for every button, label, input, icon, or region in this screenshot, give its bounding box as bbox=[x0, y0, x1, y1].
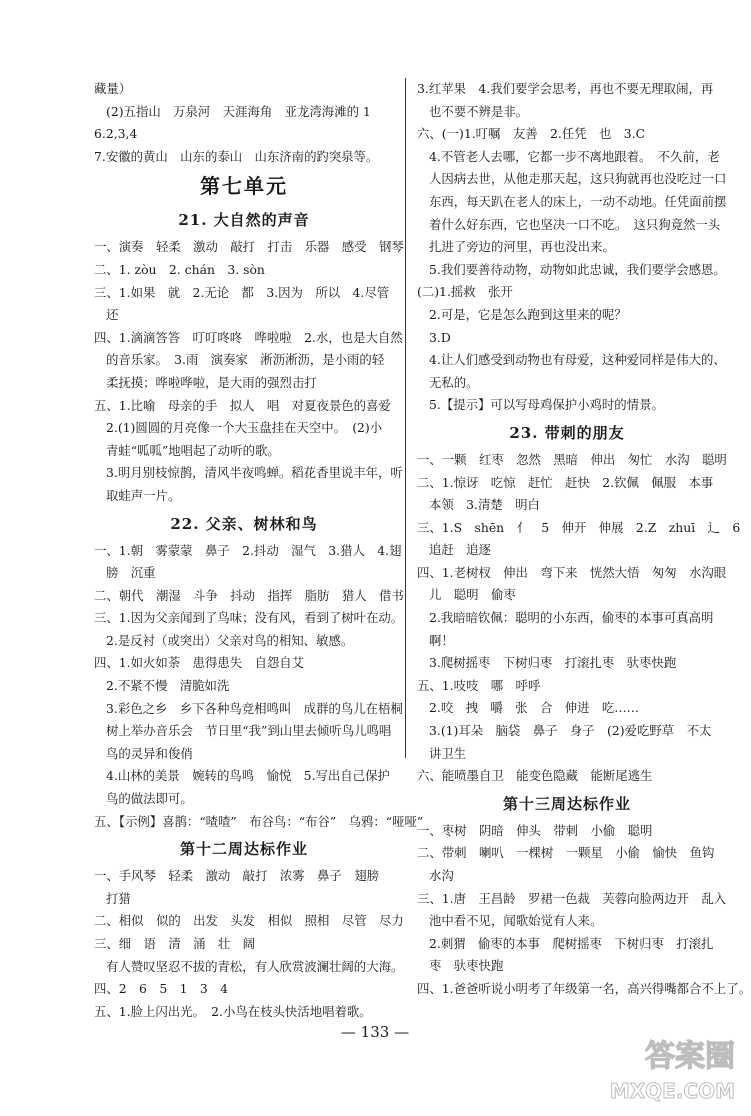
answer-line: 二、1.惊讶 吃惊 赶忙 赶快 2.钦佩 佩服 本事 bbox=[417, 474, 714, 490]
answer-line: 本领 3.清楚 明白 bbox=[429, 497, 540, 513]
watermark-url: MXQE.COM bbox=[609, 1079, 735, 1103]
answer-line: 追赶 追逐 bbox=[429, 542, 491, 558]
answer-line: 4.山林的美景 婉转的鸟鸣 愉悦 5.写出自己保护 bbox=[106, 768, 390, 784]
answer-line: 4.不管老人去哪，它都一步不离地跟着。 不久前，老 bbox=[429, 148, 720, 164]
answer-line: 一、枣树 阴暗 伸头 带刺 小偷 聪明 bbox=[417, 822, 653, 838]
answer-line: 6.2,3,4 bbox=[94, 126, 138, 142]
answer-line: 扎进了旁边的河里，再也没出来。 bbox=[429, 239, 615, 255]
answer-line: 3.红苹果 4.我们要学会思考，再也不要无理取闹，再 bbox=[417, 81, 714, 96]
section-title: 21. 大自然的声音 bbox=[178, 211, 310, 230]
left-column bbox=[94, 78, 424, 1023]
answer-line: 打猎 bbox=[106, 890, 131, 906]
answer-line: 2.咬 拽 嚼 张 合 伸进 吃…… bbox=[429, 700, 640, 716]
answer-line: 7.安徽的黄山 山东的泰山 山东济南的趵突泉等。 bbox=[94, 148, 379, 164]
answer-line: 四、1.老树杈 伸出 弯下来 恍然大悟 匆匆 水沟眼 bbox=[417, 564, 727, 580]
answer-line: 二、1. zòu 2. chán 3. sòn bbox=[94, 261, 265, 277]
answer-line: 四、2 6 5 1 3 4 bbox=[94, 981, 229, 997]
answer-line: 一、1.朝 雾蒙蒙 鼻子 2.抖动 湿气 3.猎人 4.翅 bbox=[94, 542, 402, 558]
answer-line: 六、能喷墨自卫 能变色隐藏 能断尾逃生 bbox=[417, 768, 653, 784]
answer-line: 无私的。 bbox=[429, 374, 479, 390]
answer-line: 三、细 语 清 涌 壮 阔 bbox=[94, 936, 256, 951]
answer-line: 3.彩色之乡 乡下各种鸟竞相鸣叫 成群的鸟儿在梧桐 bbox=[106, 700, 403, 716]
answer-line: 3.(1)耳朵 脑袋 鼻子 身子 (2)爱吃野草 不太 bbox=[429, 723, 712, 739]
answer-line: 藏量） bbox=[94, 81, 132, 96]
answer-line: 3.D bbox=[429, 329, 451, 345]
answer-line: 2.是反衬（或突出）父亲对鸟的相知、敏感。 bbox=[106, 632, 354, 648]
answer-line: 一、演奏 轻柔 激动 敲打 打击 乐器 感受 钢琴 bbox=[94, 239, 404, 255]
answer-line: 一、手风琴 轻柔 激动 敲打 浓雾 鼻子 翅膀 bbox=[94, 868, 379, 884]
section-title: 第十三周达标作业 bbox=[502, 794, 631, 813]
answer-line: 青蛙“呱呱”地唱起了动听的歌。 bbox=[106, 442, 280, 458]
answer-line: 三、1.S shēn 亻 5 伸开 伸展 2.Z zhuī 辶 6 bbox=[417, 519, 741, 535]
answer-line: 枣 驮枣快跑 bbox=[429, 958, 504, 974]
answer-line: 树上举办音乐会 节日里“我”到山里去倾听鸟儿鸣唱 bbox=[106, 723, 392, 739]
answer-line: (2)五指山 万泉河 天涯海角 亚龙湾海滩的 1 bbox=[106, 103, 371, 119]
answer-line: 人因病去世，从他走那天起，这只狗就再也没吃过一口 bbox=[429, 171, 727, 187]
answer-line: 2.可是，它是怎么跑到这里来的呢？ bbox=[429, 306, 627, 322]
answer-line: 东西，每天趴在老人的床上，一动不动地。任凭面前摆 bbox=[429, 193, 727, 209]
answer-line: 三、1.如果 就 2.无论 都 3.因为 所以 4.尽管 bbox=[94, 284, 390, 300]
answer-line: 五、【示例】喜鹊：“喳喳” 布谷鸟：“布谷” 乌鸦：“哑哑” bbox=[94, 813, 424, 829]
section-title: 第七单元 bbox=[200, 174, 288, 199]
answer-line: 三、1.因为父亲闻到了鸟味；没有风，看到了树叶在动。 bbox=[94, 610, 404, 626]
right-column bbox=[417, 78, 751, 1001]
answer-line: 2.(1)圆圆的月亮像一个大玉盘挂在天空中。 (2)小 bbox=[106, 420, 383, 436]
answer-line: 二、相似 似的 出发 头发 相似 照相 尽管 尽力 bbox=[94, 913, 404, 929]
answer-line: 3.爬树摇枣 下树归枣 打滚扎枣 驮枣快跑 bbox=[429, 655, 677, 671]
answer-line: 水沟 bbox=[429, 868, 454, 883]
answer-line: 有人赞叹坚忍不拔的青松，有人欣赏波澜壮阔的大海。 bbox=[106, 958, 404, 974]
watermark-logo bbox=[585, 1030, 745, 1110]
answer-line: 啊！ bbox=[429, 632, 454, 648]
section-title: 23. 带刺的朋友 bbox=[509, 423, 625, 442]
answer-line: 六、(一)1.叮嘱 友善 2.任凭 也 3.C bbox=[417, 126, 646, 142]
page-number: — 133 — bbox=[340, 1023, 410, 1041]
section-title: 第十二周达标作业 bbox=[179, 840, 308, 859]
answer-line: 儿 聪明 偷枣 bbox=[429, 587, 516, 603]
answer-line: 三、1.唐 王昌龄 罗裙一色裁 芙蓉向脸两边开 乱入 bbox=[417, 890, 727, 906]
answer-line: 四、1.爸爸听说小明考了年级第一名，高兴得嘴都合不上了。 bbox=[417, 980, 751, 996]
answer-line: 四、1.滴滴答答 叮叮咚咚 哗啦啦 2.水，也是大自然 bbox=[94, 329, 403, 345]
answer-line: 也不要不辨是非。 bbox=[429, 103, 529, 119]
answer-line: 鸟的灵异和俊俏 bbox=[106, 745, 193, 761]
answer-line: 五、1.比喻 母亲的手 拟人 唱 对夏夜景色的喜爱 bbox=[94, 397, 391, 413]
answer-line: 5.【提示】可以写母鸡保护小鸡时的情景。 bbox=[429, 397, 664, 413]
answer-line: 膀 沉重 bbox=[106, 565, 156, 581]
column-divider bbox=[405, 78, 406, 758]
answer-line: 的音乐家。 3.雨 演奏家 淅沥淅沥，是小雨的轻 bbox=[106, 352, 385, 368]
answer-line: 二、带刺 喇叭 一棵树 一颗星 小偷 愉快 鱼钩 bbox=[417, 845, 715, 861]
answer-line: 五、1.脸上闪出光。 2.小鸟在枝头快活地唱着歌。 bbox=[94, 1003, 372, 1019]
answer-line: 一、一颗 红枣 忽然 黑暗 伸出 匆忙 水沟 聪明 bbox=[417, 451, 727, 467]
answer-line: 取蛙声一片。 bbox=[106, 487, 181, 503]
answer-line: 池中看不见，闻歌始觉有人来。 bbox=[429, 913, 603, 929]
answer-line: (二)1.摇救 张开 bbox=[417, 284, 513, 300]
answer-line: 还 bbox=[106, 307, 119, 323]
answer-line: 5.我们要善待动物，动物如此忠诚，我们要学会感恩。 bbox=[429, 261, 726, 277]
answer-line: 四、1.如火如荼 患得患失 自怨自艾 bbox=[94, 655, 305, 671]
answer-line: 二、朝代 潮湿 斗争 抖动 指挥 脂肪 猎人 借书 bbox=[94, 587, 404, 603]
answer-line: 讲卫生 bbox=[429, 745, 467, 761]
section-title: 22. 父亲、树林和鸟 bbox=[170, 514, 318, 533]
answer-line: 2.我暗暗钦佩：聪明的小东西，偷枣的本事可真高明 bbox=[429, 610, 714, 626]
answer-line: 着什么好东西，它也坚决一口不吃。 这只狗竟然一头 bbox=[429, 216, 721, 232]
watermark-text: 答案圈 bbox=[645, 1039, 735, 1074]
answer-line: 鸟的做法即可。 bbox=[106, 791, 193, 807]
answer-line: 柔抚摸；哗啦哗啦，是大雨的强烈击打 bbox=[106, 374, 317, 390]
answer-line: 3.明月别枝惊鹊，清风半夜鸣蝉。稻花香里说丰年，听 bbox=[106, 465, 403, 481]
answer-line: 4.让人们感受到动物也有母爱，这种爱同样是伟大的、 bbox=[429, 352, 726, 368]
answer-line: 2.不紧不慢 清脆如洗 bbox=[106, 678, 230, 694]
answer-line: 2.刺猬 偷枣的本事 爬树摇枣 下树归枣 打滚扎 bbox=[429, 935, 714, 951]
answer-line: 五、1.吱吱 哪 呼呼 bbox=[417, 677, 541, 693]
